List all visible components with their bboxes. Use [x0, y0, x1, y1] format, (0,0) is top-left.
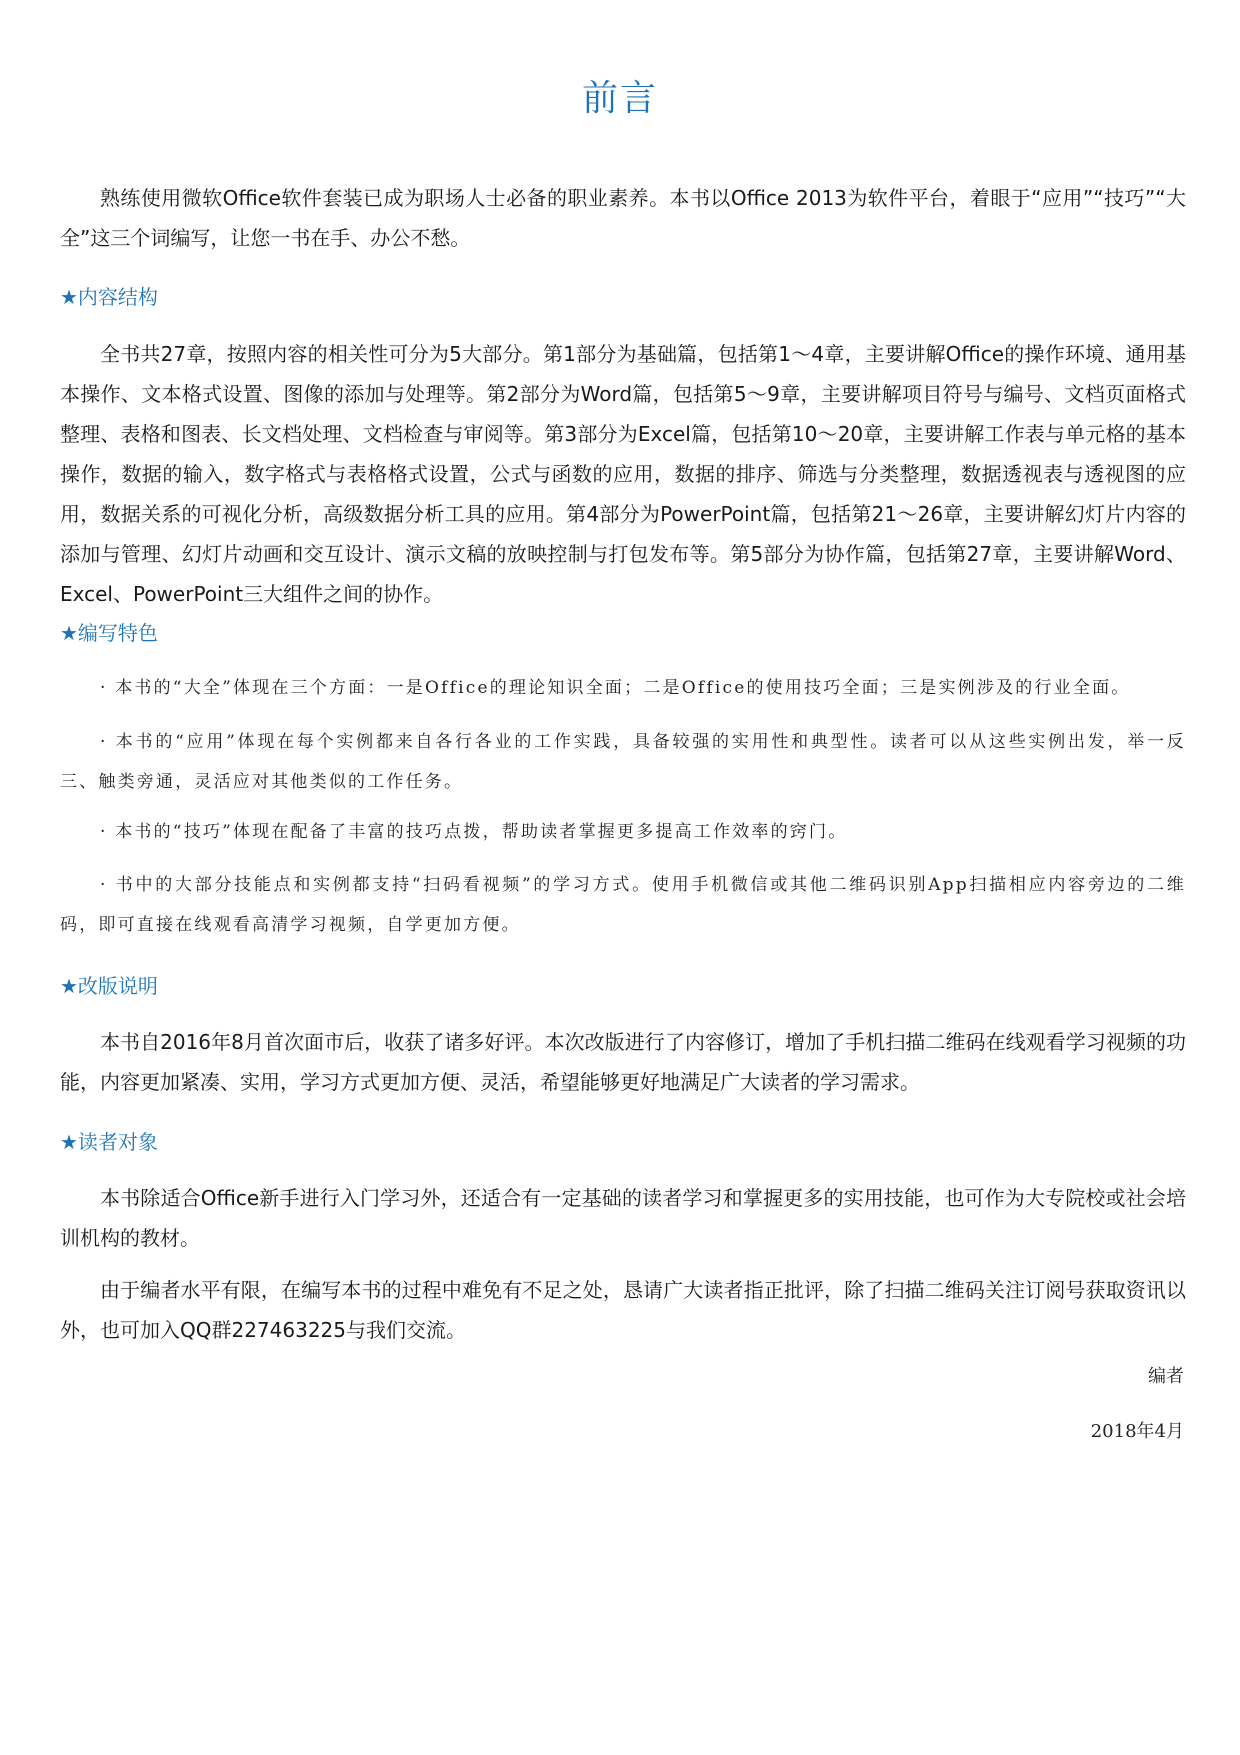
feature-item: · 书中的大部分技能点和实例都支持“扫码看视频”的学习方式。使用手机微信或其他二维码识别App扫描相应内容旁边的二维码，即可直接在线观看高清学习视频，自学更加方便。: [60, 875, 1186, 935]
feature-item: · 本书的“应用”体现在每个实例都来自各行各业的工作实践，具备较强的实用性和典型性。读者可以从这些实例出发，举一反三、触类旁通，灵活应对其他类似的工作任务。: [60, 732, 1186, 792]
page-title: 前言: [581, 78, 658, 119]
section-heading-audience: ★读者对象: [60, 1130, 158, 1154]
intro-paragraph: 熟练使用微软Office软件套装已成为职场人士必备的职业素养。本书以Office 2013为软件平台，着眼于“应用”“技巧”“大全”这三个词编写，让您一书在手、办公不愁。: [60, 186, 1186, 250]
revision-paragraph: 本书自2016年8月首次面市后，收获了诸多好评。本次改版进行了内容修订，增加了手机扫描二维码在线观看学习视频的功能，内容更加紧凑、实用，学习方式更加方便、灵活，希望能够更好地满足广大读者的学习需求。: [60, 1030, 1186, 1094]
feature-item: · 本书的“大全”体现在三个方面：一是Office的理论知识全面；二是Office的使用技巧全面；三是实例涉及的行业全面。: [100, 678, 1131, 698]
section-heading-content: ★内容结构: [60, 285, 158, 309]
closing-paragraph: 由于编者水平有限，在编写本书的过程中难免有不足之处，恳请广大读者指正批评，除了扫描二维码关注订阅号获取资讯以外，也可加入QQ群227463225与我们交流。: [60, 1278, 1186, 1342]
section-heading-revision: ★改版说明: [60, 974, 158, 998]
content-structure-paragraph: 全书共27章，按照内容的相关性可分为5大部分。第1部分为基础篇，包括第1～4章，主要讲解Office的操作环境、通用基本操作、文本格式设置、图像的添加与处理等。第2部分为Word篇，包括第5～9章，主要讲解项目符号与编号、文档页面格式整理、表格和图表、长文档处理、文档检查与审阅等。第3部分为Excel篇，包括第10～20章，主要讲解工作表与单元格的基本操作，数据的输入，数字格式与表格格式设置，公式与函数的应用，数据的排序、筛选与分类整理，数据透视表与透视图的应用，数据关系的可视化分析，高级数据分析工具的应用。第4部分为PowerPoint篇，包括第21～26章，主要讲解幻灯片内容的添加与管理、幻灯片动画和交互设计、演示文稿的放映控制与打包发布等。第5部分为协作篇，包括第27章，主要讲解Word、Excel、PowerPoint三大组件之间的协作。: [60, 342, 1186, 606]
signature-author: 编者: [1148, 1366, 1184, 1387]
feature-item: · 本书的“技巧”体现在配备了丰富的技巧点拨，帮助读者掌握更多提高工作效率的窍门。: [100, 822, 848, 842]
section-heading-features: ★编写特色: [60, 621, 158, 645]
signature-date: 2018年4月: [1090, 1421, 1184, 1442]
audience-paragraph: 本书除适合Office新手进行入门学习外，还适合有一定基础的读者学习和掌握更多的实用技能，也可作为大专院校或社会培训机构的教材。: [60, 1186, 1186, 1250]
